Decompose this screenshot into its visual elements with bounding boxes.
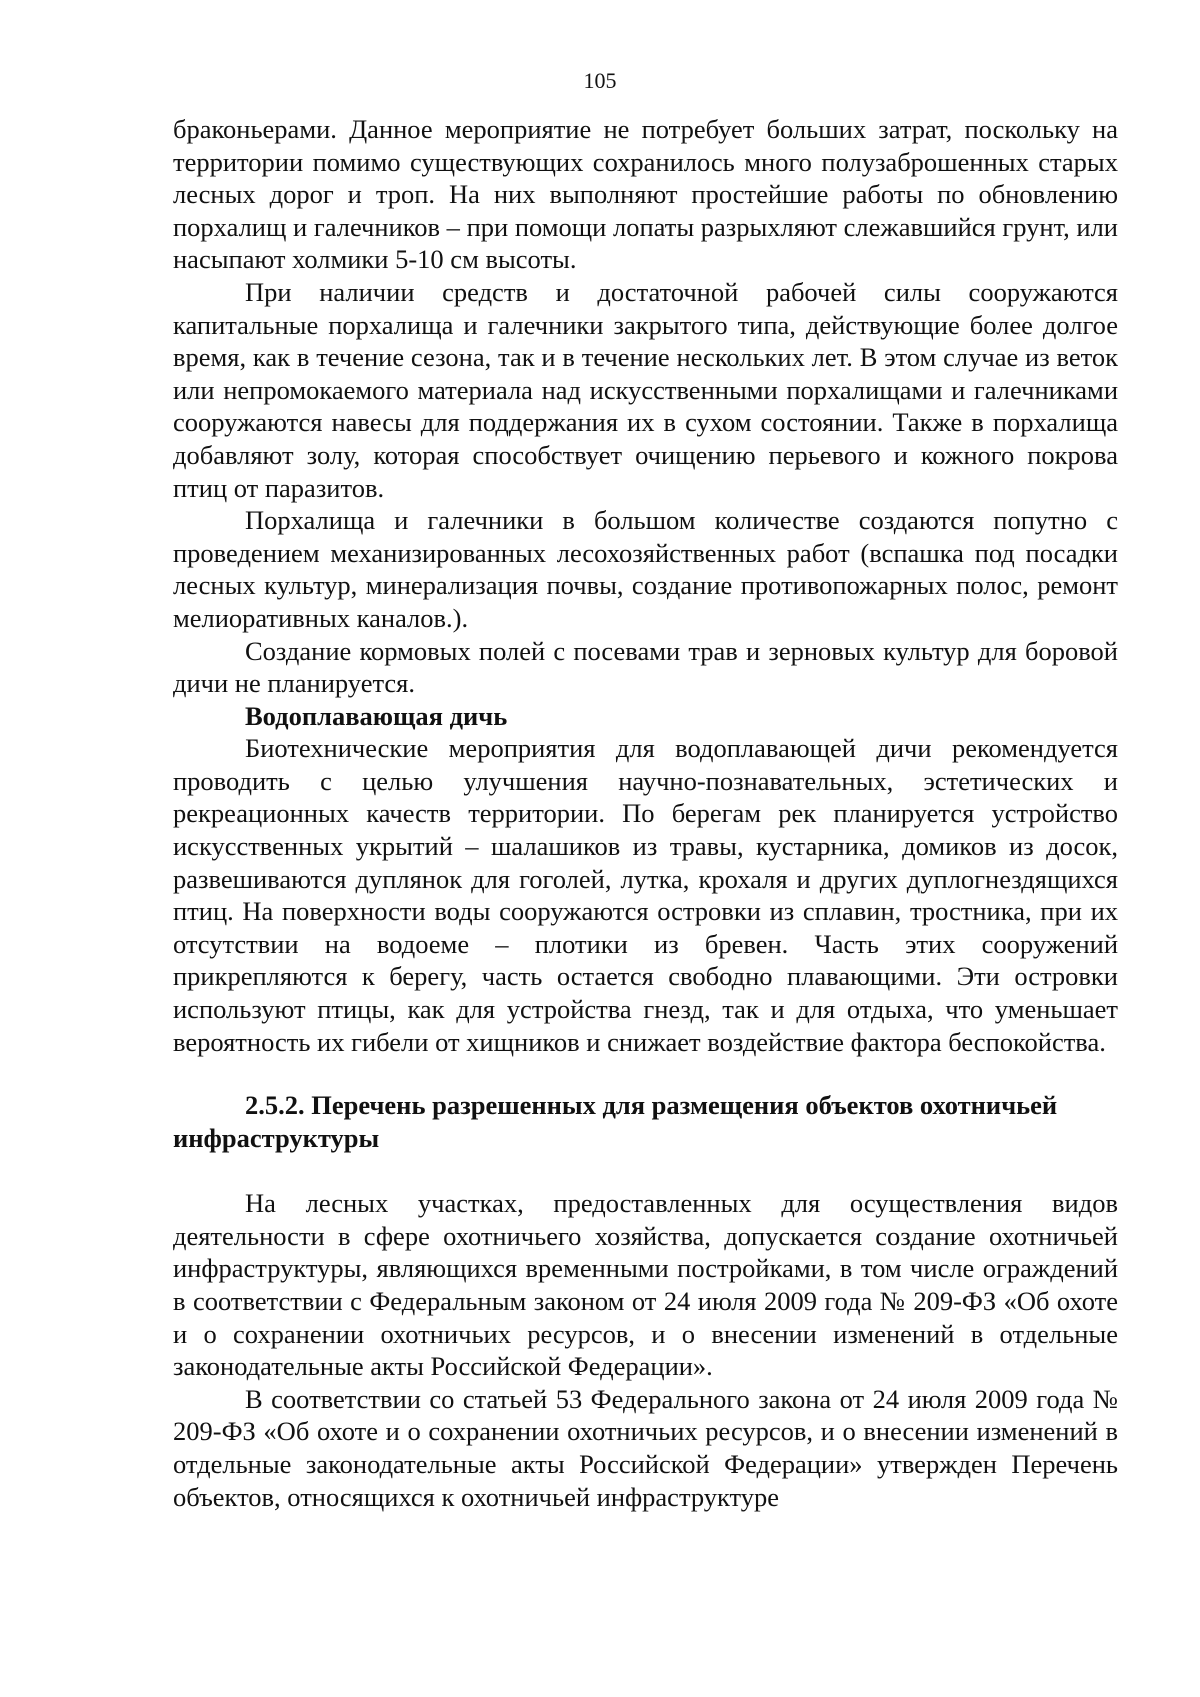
paragraph-waterfowl-measures: Биотехнические мероприятия для водоплавающей дичи рекомендуется проводить с целью улучшения научно-познавательных, эстетических и рекреационных качеств территории. По берегам рек планируется устройство искусственных укрытий – шалашиков из травы, кустарника, домиков из досок, развешиваются дуплянок для гоголей, лутка, крохаля и других дуплогнездящихся птиц. На поверхности воды сооружаются островки из сплавин, тростника, при их отсутствии на водоеме – плотики из бревен. Часть этих сооружений прикрепляются к берегу, часть остается свободно плавающими. Эти островки используют птицы, как для устройства гнезд, так и для отдыха, что уменьшает вероятность их гибели от хищников и снижает воздействие фактора беспокойства. bbox=[173, 733, 1118, 1057]
section-title: 2.5.2. Перечень разрешенных для размещения объектов охотничьей инфраструктуры bbox=[173, 1090, 1058, 1154]
subheading-waterfowl: Водоплавающая дичь bbox=[245, 700, 508, 731]
paragraph-forestry-works: Порхалища и галечники в большом количестве создаются попутно с проведением механизированных лесохозяйственных работ (вспашка под посадки лесных культур, минерализация почвы, создание противопожарных полос, ремонт мелиоративных каналов.). bbox=[173, 505, 1118, 633]
paragraph-feeding-fields: Создание кормовых полей с посевами трав и зерновых культур для боровой дичи не планируется. bbox=[173, 635, 1118, 699]
page-body bbox=[173, 113, 1118, 1513]
paragraph-article-53: В соответствии со статьей 53 Федерального закона от 24 июля 2009 года № 209-ФЗ «Об охоте и о сохранении охотничьих ресурсов, и о внесении изменений в отдельные законодательные акты Российской Федерации» утвержден Перечень объектов, относящихся к охотничьей инфраструктуре bbox=[173, 1383, 1118, 1512]
page-number: 105 bbox=[583, 68, 617, 93]
paragraph-capital-dust-baths: При наличии средств и достаточной рабочей силы сооружаются капитальные порхалища и галечники закрытого типа, действующие более долгое время, как в течение сезона, так и в течение нескольких лет. В этом случае из веток или непромокаемого материала над искусственными порхалищами и галечниками сооружаются навесы для поддержания их в сухом состоянии. Также в порхалища добавляют золу, которая способствует очищению перьевого и кожного покрова птиц от паразитов. bbox=[173, 276, 1118, 503]
paragraph-continuation: браконьерами. Данное мероприятие не потребует больших затрат, поскольку на территории помимо существующих сохранилось много полузаброшенных старых лесных дорог и троп. На них выполняют простейшие работы по обновлению порхалищ и галечников – при помощи лопаты разрыхляют слежавшийся грунт, или насыпают холмики 5-10 см высоты. bbox=[173, 114, 1118, 275]
paragraph-infrastructure-allowed: На лесных участках, предоставленных для осуществления видов деятельности в сфере охотничьего хозяйства, допускается создание охотничьей инфраструктуры, являющихся временными постройками, в том числе ограждений в соответствии с Федеральным законом от 24 июля 2009 года № 209-ФЗ «Об охоте и о сохранении охотничьих ресурсов, и о внесении изменений в отдельные законодательные акты Российской Федерации». bbox=[173, 1188, 1118, 1382]
